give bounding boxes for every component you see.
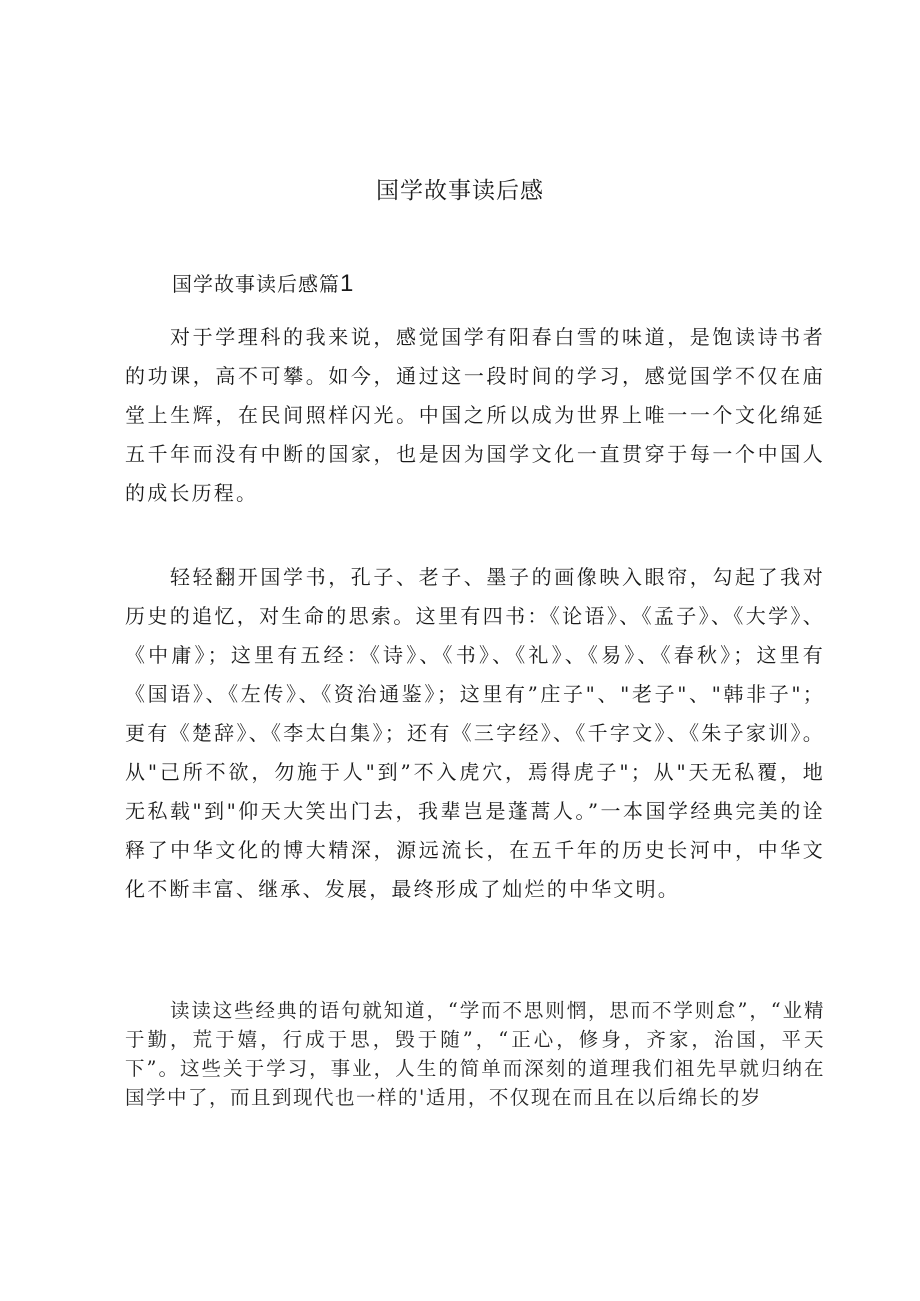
paragraph-2: 轻轻翻开国学书，孔子、老子、墨子的画像映入眼帘，勾起了我对历史的追忆，对生命的思索。这里有四书：《论语》、《孟子》、《大学》、《中庸》；这里有五经：《诗》、《书》、《礼》、《易》、《春秋》；这里有《国语》、《左传》、《资治通鉴》；这里有”庄子"、"老子"、"韩非子"；更有《楚辞》、《李太白集》；还有《三字经》、《千字文》、《朱子家训》。从"己所不欲，勿施于人"到”不入虎穴，焉得虎子"；从"天无私覆，地无私载"到"仰天大笑出门去，我辈岂是蓬蒿人。”一本国学经典完美的诠释了中华文化的博大精深，源远流长，在五千年的历史长河中，中华文化不断丰富、继承、发展，最终形成了灿烂的中华文明。 <box>125 565 825 901</box>
section-heading-text: 国学故事读后感篇 <box>172 272 340 296</box>
paragraph-3: 读读这些经典的语句就知道，“学而不思则惘，思而不学则怠”，“业精于勤，荒于嬉，行成于思，毁于随”，“正心，修身，齐家，治国，平天下”。这些关于学习，事业，人生的简单而深刻的道理我们祖先早就归纳在国学中了，而且到现代也一样的'适用，不仅现在而且在以后绵长的岁 <box>125 999 825 1109</box>
section-heading-number: 1 <box>340 270 355 297</box>
section-heading <box>172 268 354 298</box>
paragraph-1: 对于学理科的我来说，感觉国学有阳春白雪的味道，是饱读诗书者的功课，高不可攀。如今，通过这一段时间的学习，感觉国学不仅在庙堂上生辉，在民间照样闪光。中国之所以成为世界上唯一一个文化绵延五千年而没有中断的国家，也是因为国学文化一直贯穿于每一个中国人的成长历程。 <box>125 325 825 505</box>
document-title: 国学故事读后感 <box>376 178 544 204</box>
